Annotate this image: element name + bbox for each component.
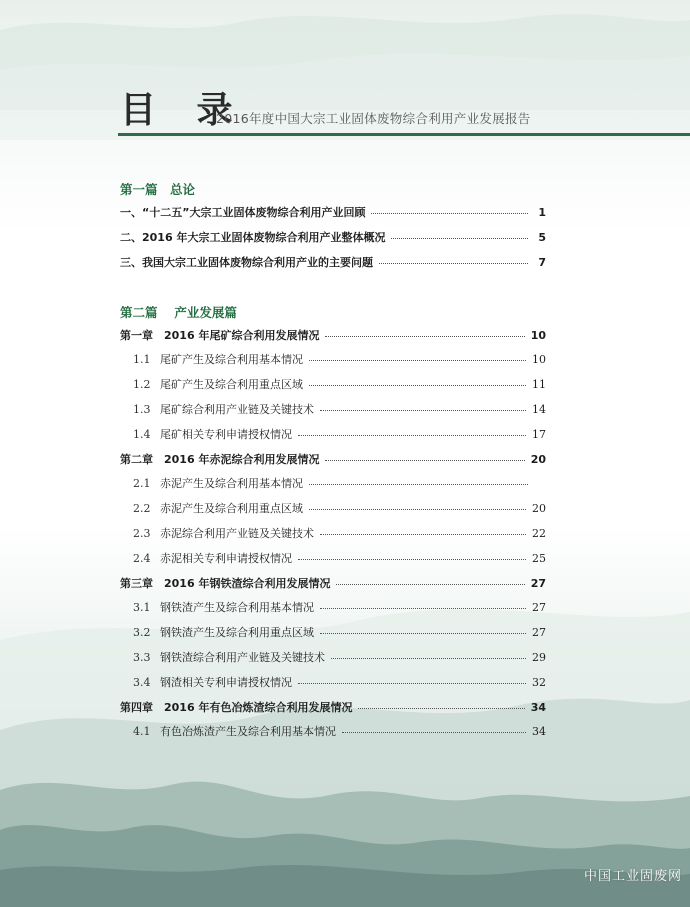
dot-leader: [320, 607, 526, 609]
toc-page-number: 7: [538, 256, 546, 269]
section-text: 尾矿综合利用产业链及关键技术: [160, 403, 314, 416]
toc-section[interactable]: [133, 426, 546, 444]
toc-page-number: 29: [532, 651, 546, 664]
dot-leader: [342, 731, 526, 733]
section-number: 3.2: [133, 626, 151, 639]
site-watermark: 中国工业固废网: [583, 869, 682, 884]
toc-chapter-text: 第二章 2016 年赤泥综合利用发展情况: [120, 453, 320, 466]
toc-section[interactable]: [133, 723, 546, 741]
toc-section[interactable]: [133, 351, 546, 369]
toc-page-number: 20: [532, 502, 546, 515]
toc-page-number: 10: [530, 329, 546, 342]
section-number: 2.4: [133, 552, 151, 565]
report-subtitle: 2016年度中国大宗工业固体废物综合利用产业发展报告: [216, 111, 531, 126]
toc-page-number: 10: [532, 353, 546, 366]
toc-page-number: 27: [532, 626, 546, 639]
toc-section[interactable]: [133, 525, 546, 543]
toc-page-number: 32: [532, 676, 546, 689]
dot-leader: [358, 707, 524, 709]
toc-section[interactable]: [133, 550, 546, 568]
section-text: 赤泥产生及综合利用基本情况: [160, 477, 303, 490]
section-number: 2.1: [133, 477, 151, 490]
toc-section[interactable]: [133, 649, 546, 667]
toc-page-number: 27: [530, 577, 546, 590]
toc-chapter-text: 第一章 2016 年尾矿综合利用发展情况: [120, 329, 320, 342]
section-number: 2.3: [133, 527, 151, 540]
section-text: 尾矿产生及综合利用基本情况: [160, 353, 303, 366]
toc-entry[interactable]: [120, 254, 546, 272]
toc-section[interactable]: [133, 376, 546, 394]
toc-section[interactable]: [133, 401, 546, 419]
part1-title: 第一篇 总论: [120, 182, 196, 197]
section-number: 1.3: [133, 403, 151, 416]
toc-page-number: 11: [532, 378, 546, 391]
toc-entry-text: 一、“十二五”大宗工业固体废物综合利用产业回顾: [120, 206, 366, 219]
toc-section[interactable]: [133, 674, 546, 692]
dot-leader: [331, 657, 526, 659]
section-text: 尾矿相关专利申请授权情况: [160, 428, 292, 441]
toc-chapter[interactable]: [120, 575, 546, 593]
toc-page-number: 22: [532, 527, 546, 540]
dot-leader: [320, 632, 526, 634]
section-number: 1.4: [133, 428, 151, 441]
dot-leader: [309, 483, 528, 485]
section-text: 赤泥综合利用产业链及关键技术: [160, 527, 314, 540]
dot-leader: [309, 359, 526, 361]
toc-chapter-text: 第四章 2016 年有色冶炼渣综合利用发展情况: [120, 701, 353, 714]
dot-leader: [309, 384, 526, 386]
section-number: 4.1: [133, 725, 151, 738]
part2-title: 第二篇 产业发展篇: [120, 305, 237, 320]
dot-leader: [336, 583, 524, 585]
page-title: 目 录: [120, 90, 247, 131]
section-text: 钢铁渣综合利用产业链及关键技术: [160, 651, 325, 664]
toc-page-number: 5: [538, 231, 546, 244]
toc-chapter[interactable]: [120, 327, 546, 345]
dot-leader: [325, 459, 524, 461]
section-number: 2.2: [133, 502, 151, 515]
dot-leader: [391, 237, 528, 239]
toc-entry[interactable]: [120, 204, 546, 222]
section-number: 3.4: [133, 676, 151, 689]
toc-page-number: 20: [530, 453, 546, 466]
toc-section[interactable]: [133, 500, 546, 518]
toc-section[interactable]: [133, 475, 546, 493]
toc-page-number: 1: [538, 206, 546, 219]
toc-page-number: 17: [532, 428, 546, 441]
dot-leader: [298, 682, 526, 684]
toc-page-number: 25: [532, 552, 546, 565]
toc-page-number: 34: [532, 725, 546, 738]
dot-leader: [371, 212, 528, 214]
section-text: 钢渣相关专利申请授权情况: [160, 676, 292, 689]
section-text: 钢铁渣产生及综合利用重点区域: [160, 626, 314, 639]
section-text: 尾矿产生及综合利用重点区域: [160, 378, 303, 391]
section-text: 赤泥产生及综合利用重点区域: [160, 502, 303, 515]
dot-leader: [298, 434, 526, 436]
section-text: 有色冶炼渣产生及综合利用基本情况: [160, 725, 336, 738]
toc-entry[interactable]: [120, 229, 546, 247]
toc-chapter[interactable]: [120, 451, 546, 469]
section-text: 赤泥相关专利申请授权情况: [160, 552, 292, 565]
section-number: 3.1: [133, 601, 151, 614]
toc-page-number: 27: [532, 601, 546, 614]
toc-entry-text: 三、我国大宗工业固体废物综合利用产业的主要问题: [120, 256, 373, 269]
toc-section[interactable]: [133, 624, 546, 642]
section-number: 3.3: [133, 651, 151, 664]
dot-leader: [320, 533, 526, 535]
toc-section[interactable]: [133, 599, 546, 617]
dot-leader: [298, 558, 526, 560]
toc-entry-text: 二、2016 年大宗工业固体废物综合利用产业整体概况: [120, 231, 386, 244]
toc-page-number: 14: [532, 403, 546, 416]
section-number: 1.2: [133, 378, 151, 391]
title-divider: [118, 133, 690, 136]
section-text: 钢铁渣产生及综合利用基本情况: [160, 601, 314, 614]
toc-page-number: 34: [530, 701, 546, 714]
toc-chapter-text: 第三章 2016 年钢铁渣综合利用发展情况: [120, 577, 331, 590]
dot-leader: [325, 335, 524, 337]
dot-leader: [309, 508, 526, 510]
toc-chapter[interactable]: [120, 699, 546, 717]
dot-leader: [379, 262, 528, 264]
dot-leader: [320, 409, 526, 411]
section-number: 1.1: [133, 353, 151, 366]
